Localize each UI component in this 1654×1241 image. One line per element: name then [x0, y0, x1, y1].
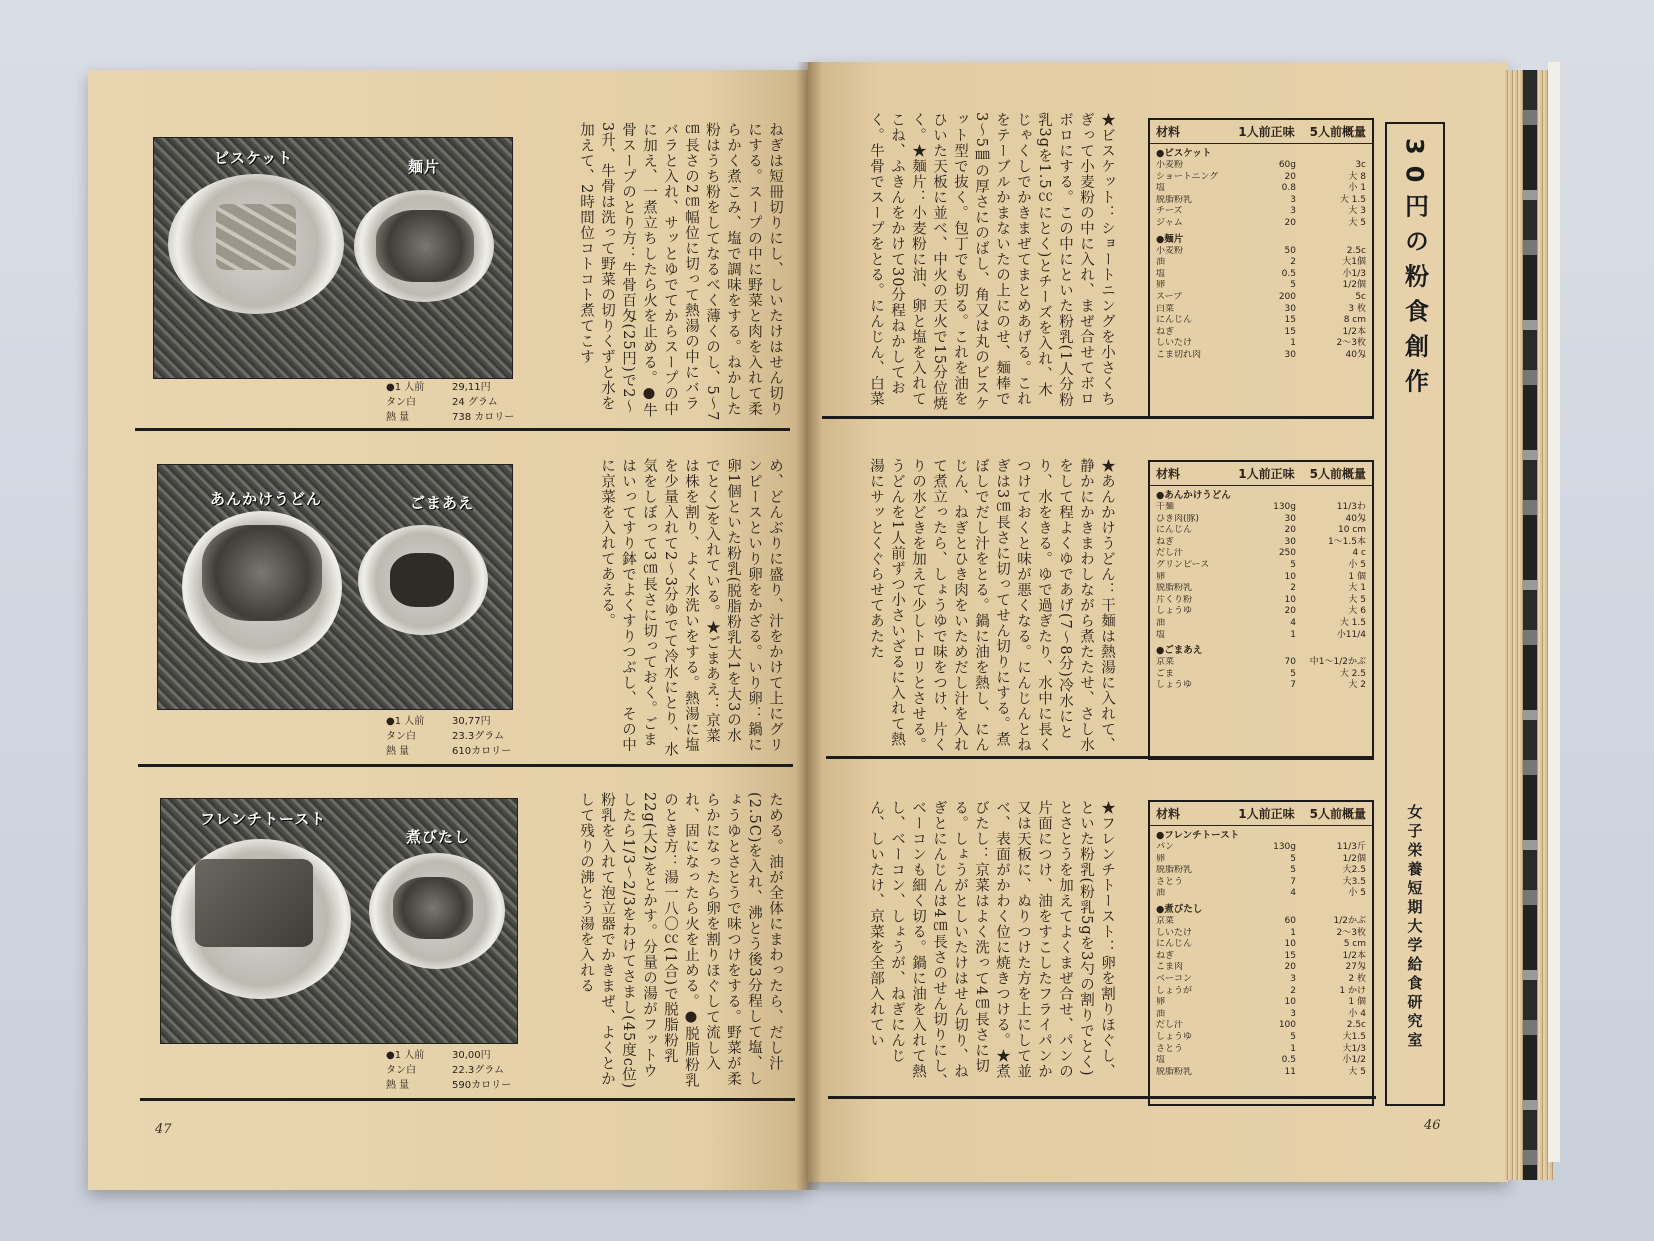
five-person-amount: 3 枚 [1348, 303, 1366, 314]
header-material: 材料 [1156, 125, 1181, 139]
ingredient-row [1150, 315, 1372, 327]
ingredient-row [1150, 160, 1372, 172]
five-person-amount: 大1/3 [1342, 1043, 1366, 1054]
five-person-amount: 大 2.5 [1339, 668, 1366, 679]
page-edges [1505, 70, 1553, 1180]
ingredient-name: ジャム [1156, 217, 1183, 228]
article-text: ★あんかけうどん：干麺は熱湯に入れて、静かにかきまわしながら煮たたせ、さし水をして程よくゆであげ(7～8分)冷水にとり、水をきる。ゆで過ぎたり、水中に長くつけておくと味が悪くなる。にんじんとねぎは3㎝長さに切ってせん切りにする。煮ぼしでだし汁をとる。鍋に油を熱し、にんじん、ねぎとひき肉をいためだし汁を入れて煮立ったら、しょうゆで味をつけ、片くりの水どきを加えて少しトロリとさせる。うどんを1人前ずつ小さいざるに入れて熱湯にサッとくぐらせてあたた [868, 458, 1115, 753]
ingredient-name: 塩 [1156, 1055, 1166, 1066]
photo-caption: ビスケット [214, 149, 294, 167]
five-person-amount: 小1/3 [1342, 268, 1366, 279]
per-person-amount: 2 [1290, 257, 1296, 268]
per-person-amount: 5 [1290, 559, 1296, 570]
per-person-amount: 0.8 [1281, 183, 1296, 194]
per-person-amount: 3 [1290, 206, 1296, 217]
per-person-amount: 20 [1284, 217, 1296, 228]
ingredient-name: 脱脂粉乳 [1156, 1066, 1193, 1077]
ingredient-row [1150, 292, 1372, 304]
per-person-amount: 3 [1290, 973, 1296, 984]
per-person-amount: 250 [1278, 548, 1296, 559]
stat-label: ●1 人前 [386, 1050, 425, 1061]
photo-caption: 麺片 [408, 158, 441, 176]
five-person-amount: 1/2本 [1342, 950, 1366, 961]
ingredient-row [1150, 246, 1372, 258]
ingredient-name: 干麺 [1156, 502, 1175, 512]
ingredient-row [1150, 630, 1372, 642]
ingredient-name: 油 [1156, 617, 1166, 628]
ingredient-row [1150, 269, 1372, 281]
ingredient-row [1150, 997, 1372, 1009]
ingredient-row [1150, 928, 1372, 940]
five-person-amount: 2.5c [1346, 1020, 1366, 1031]
per-person-amount: 130g [1273, 502, 1296, 512]
ingredient-name: こま切れ肉 [1156, 349, 1202, 360]
back-cover-edge [1548, 62, 1560, 1162]
five-person-amount: 大 5 [1348, 594, 1366, 605]
per-person-amount: 1 [1290, 1043, 1296, 1054]
ingredient-box [1148, 118, 1374, 418]
ingredient-group-title: ●麺片 [1156, 233, 1184, 245]
ingredient-name: 油 [1156, 888, 1166, 899]
five-person-amount: 2～3枚 [1336, 927, 1366, 938]
stat-value: 738 カロリー [452, 412, 515, 423]
ingredient-name: ショートニング [1156, 171, 1219, 182]
five-person-amount: 1 かけ [1339, 985, 1366, 996]
per-person-amount: 15 [1284, 315, 1296, 326]
five-person-amount: 4 c [1352, 548, 1366, 559]
per-person-amount: 7 [1290, 680, 1296, 691]
five-person-amount: 大 1 [1348, 583, 1366, 594]
stat-label: ●1 人前 [386, 382, 425, 393]
ingredient-row [1150, 916, 1372, 928]
ingredient-row [1150, 172, 1372, 184]
ingredient-row [1150, 514, 1372, 526]
page-number-right: 46 [1424, 1118, 1441, 1133]
ingredient-name: 卵 [1156, 571, 1166, 582]
ingredient-row [1150, 280, 1372, 292]
per-person-amount: 10 [1284, 594, 1296, 605]
ingredient-row [1150, 951, 1372, 963]
ingredient-name: 片くり粉 [1156, 594, 1193, 605]
per-person-amount: 3 [1290, 194, 1296, 205]
ingredient-row [1150, 962, 1372, 974]
stat-value: 610カロリー [452, 746, 512, 757]
five-person-amount: 1 個 [1348, 571, 1366, 582]
section-divider [828, 1096, 1376, 1099]
ingredient-row [1150, 595, 1372, 607]
goma-ae [390, 553, 454, 607]
ingredient-list [1150, 826, 1372, 1078]
ingredient-name: 卵 [1156, 997, 1166, 1008]
per-person-amount: 2 [1290, 985, 1296, 996]
ingredient-box [1148, 460, 1374, 760]
nibitashi [393, 877, 473, 939]
header-per-person: 1人前正味 [1238, 807, 1295, 821]
ingredient-name: しょうゆ [1156, 606, 1193, 617]
per-person-amount: 130g [1273, 842, 1296, 852]
per-person-amount: 1 [1290, 338, 1296, 349]
header-five-people: 5人前概量 [1309, 125, 1366, 139]
ingredient-name: さとう [1156, 876, 1184, 887]
ingredient-header [1150, 802, 1372, 826]
five-person-amount: 大3.5 [1342, 876, 1366, 887]
ingredient-header [1150, 462, 1372, 486]
ingredient-name: にんじん [1156, 939, 1193, 950]
ingredient-name: 卵 [1156, 853, 1166, 864]
per-person-amount: 30 [1284, 303, 1296, 314]
ingredient-name: にんじん [1156, 315, 1193, 326]
per-person-amount: 30 [1284, 536, 1296, 547]
ingredient-group-title: ●ごまあえ [1156, 645, 1203, 657]
per-person-amount: 4 [1290, 888, 1296, 899]
ingredient-row [1150, 327, 1372, 339]
ingredient-name: 油 [1156, 1008, 1166, 1019]
five-person-amount: 小1/2 [1342, 1055, 1366, 1066]
ingredient-row [1150, 572, 1372, 584]
per-person-amount: 1 [1290, 927, 1296, 938]
five-person-amount: 11/3斤 [1336, 842, 1366, 852]
header-per-person: 1人前正味 [1238, 125, 1295, 139]
nutrition-stats [386, 714, 511, 759]
ingredient-row [1150, 195, 1372, 207]
five-person-amount: 小 4 [1348, 1008, 1366, 1019]
ingredient-name: 小麦粉 [1156, 160, 1184, 170]
stat-label: タン白 [386, 397, 416, 408]
header-material: 材料 [1156, 807, 1181, 821]
article-text: め、どんぶりに盛り、汁をかけて上にグリンピースといり卵をかざる。いり卵：鍋に卵1個といた粉乳(脱脂粉乳大1を大3の水でとく)を入れている。★ごまあえ：京菜は株を割り、よく水洗いをする。熱湯に塩を少量入れて2～3分ゆでて冷水にとり、水気をしぼって3㎝長さに切っておく。ごまはいってすり鉢でよくすりつぶし、その中に京菜を入れてあえる。 [599, 458, 783, 758]
five-person-amount: 10 cm [1337, 525, 1366, 536]
ingredient-row [1150, 206, 1372, 218]
ingredient-name: こま肉 [1156, 962, 1184, 973]
five-person-amount: 小11/4 [1336, 629, 1366, 640]
ingredient-row [1150, 854, 1372, 866]
ingredient-row [1150, 183, 1372, 195]
ingredient-name: 油 [1156, 257, 1166, 268]
photo-caption: ごまあえ [410, 494, 475, 512]
ingredient-name: 京菜 [1156, 657, 1175, 668]
article-text: ★フレンチトースト：卵を割りほぐし、といた粉乳(粉乳5gを3勺の割りでとく)とさとうを加えてよくまぜ合せ、パンの片面につけ、油をすこしたフライパンか又は天板に、ぬりつけた方を上にして並べ、表面がかわく位に焼きつける。★煮びたし：京菜はよく洗って4㎝長さに切る。しょうがとしいたけはせん切り、ねぎとにんじんは4㎝長さのせん切りにし、ベーコンも細く切る。鍋に油を入れて熱し、ベーコン、しょうが、ねぎにんじん、しいたけ、京菜を全部入れてい [868, 800, 1115, 1090]
per-person-amount: 15 [1284, 326, 1296, 337]
photo-caption: 煮びたし [406, 828, 471, 846]
ingredient-name: ねぎ [1156, 326, 1175, 337]
stat-label: ●1 人前 [386, 716, 425, 727]
ingredient-name: だし汁 [1156, 1020, 1184, 1031]
five-person-amount: 5c [1355, 291, 1366, 302]
ingredient-name: 白菜 [1156, 303, 1175, 314]
ingredient-row [1150, 560, 1372, 572]
five-person-amount: 1 個 [1348, 997, 1366, 1008]
stat-label: タン白 [386, 1065, 416, 1076]
book-gutter [796, 62, 822, 1190]
stat-value: 22.3グラム [452, 1065, 505, 1076]
section-divider [822, 416, 1374, 419]
per-person-amount: 5 [1290, 280, 1296, 291]
five-person-amount: 27匁 [1345, 962, 1366, 973]
ingredient-name: 脱脂粉乳 [1156, 194, 1193, 205]
five-person-amount: 大 3 [1348, 206, 1366, 217]
per-person-amount: 100 [1278, 1020, 1296, 1031]
per-person-amount: 5 [1290, 1031, 1296, 1042]
ingredient-name: ごま [1156, 668, 1175, 679]
stat-value: 23.3グラム [452, 731, 505, 742]
five-person-amount: 1/2本 [1342, 326, 1366, 337]
ingredient-name: しょうゆ [1156, 680, 1193, 691]
stat-value: 30,77円 [452, 716, 491, 727]
five-person-amount: 5 cm [1343, 939, 1366, 950]
ingredient-row [1150, 350, 1372, 362]
five-person-amount: 1/2かぶ [1333, 915, 1366, 926]
per-person-amount: 5 [1290, 853, 1296, 864]
per-person-amount: 30 [1284, 349, 1296, 360]
ingredient-row [1150, 257, 1372, 269]
per-person-amount: 60 [1284, 915, 1296, 926]
page-number-left: 47 [155, 1122, 172, 1137]
per-person-amount: 20 [1284, 962, 1296, 973]
per-person-amount: 60g [1278, 160, 1296, 170]
ingredient-row [1150, 1032, 1372, 1044]
five-person-amount: 大1個 [1342, 257, 1366, 268]
per-person-amount: 0.5 [1281, 268, 1296, 279]
five-person-amount: 1/2個 [1342, 853, 1366, 864]
five-person-amount: 2.5c [1346, 245, 1366, 256]
article-title: 30円の粉食創作 [1400, 138, 1429, 404]
photo-caption: あんかけうどん [210, 490, 323, 508]
ingredient-name: 卵 [1156, 280, 1166, 291]
ingredient-row [1150, 939, 1372, 951]
article-text: ★ビスケット：ショートニングを小さくちぎって小麦粉の中に入れ、まぜ合せてボロボロにする。この中にといた粉乳(1人分粉乳3gを1.5㏄にとく)とチーズを入れ、木じゃくしでかきまぜてまとめあげる。これをテーブルかまないたの上にのせ、麺棒で3～5㎜の厚さにのばし、角又は丸のビスケット型で抜く。包丁でも切る。これを油をひいた天板に並べ、中火の天火で15分位焼く。★麺片：小麦粉に油、卵と塩を入れてこね、ふきんをかけて30分程ねかしておく。牛骨でスープをとる。にんじん、白菜 [868, 112, 1115, 412]
ingredient-name: さとう [1156, 1043, 1184, 1054]
per-person-amount: 11 [1284, 1066, 1296, 1077]
noodle-soup [376, 210, 474, 282]
ingredient-row [1150, 1044, 1372, 1056]
ingredient-group-title: ●ビスケット [1156, 148, 1212, 159]
udon [202, 525, 322, 621]
ingredient-name: 小麦粉 [1156, 245, 1184, 256]
article-author: 女子栄養短期大学給食研究室 [1405, 804, 1424, 1051]
ingredient-row [1150, 680, 1372, 692]
ingredient-row [1150, 583, 1372, 595]
five-person-amount: 小 5 [1348, 559, 1366, 570]
nutrition-stats [386, 1048, 511, 1093]
ingredient-row [1150, 657, 1372, 669]
stat-label: 熱 量 [386, 746, 410, 757]
section-divider [138, 764, 793, 767]
ingredient-row [1150, 525, 1372, 537]
per-person-amount: 10 [1284, 571, 1296, 582]
per-person-amount: 5 [1290, 865, 1296, 876]
header-per-person: 1人前正味 [1238, 467, 1295, 481]
ingredient-row [1150, 304, 1372, 316]
ingredient-row [1150, 888, 1372, 900]
five-person-amount: 中1～1/2かぶ [1309, 657, 1366, 668]
biscuits [216, 204, 296, 270]
stat-value: 24 グラム [452, 397, 498, 408]
ingredient-name: 塩 [1156, 629, 1166, 640]
ingredient-row [1150, 974, 1372, 986]
ingredient-name: にんじん [1156, 525, 1193, 536]
per-person-amount: 0.5 [1281, 1055, 1296, 1066]
ingredient-row [1150, 537, 1372, 549]
five-person-amount: 小 5 [1348, 888, 1366, 899]
title-box [1385, 122, 1445, 1106]
ingredient-name: ねぎ [1156, 536, 1175, 547]
ingredient-row [1150, 986, 1372, 998]
ingredient-list [1150, 486, 1372, 692]
ingredient-row [1150, 1020, 1372, 1032]
stat-label: 熱 量 [386, 412, 410, 423]
five-person-amount: 大 8 [1348, 171, 1366, 182]
ingredient-name: しいたけ [1156, 927, 1193, 938]
ingredient-box [1148, 800, 1374, 1106]
ingredient-group-title: ●あんかけうどん [1156, 490, 1231, 501]
five-person-amount: 3c [1355, 160, 1366, 170]
ingredient-row [1150, 842, 1372, 854]
ingredient-name: 塩 [1156, 183, 1166, 194]
five-person-amount: 2～3枚 [1336, 338, 1366, 349]
per-person-amount: 15 [1284, 950, 1296, 961]
five-person-amount: 大 1.5 [1339, 194, 1366, 205]
five-person-amount: 40匁 [1345, 349, 1366, 360]
ingredient-name: 脱脂粉乳 [1156, 865, 1193, 876]
ingredient-name: 脱脂粉乳 [1156, 583, 1193, 594]
ingredient-name: だし汁 [1156, 548, 1184, 559]
per-person-amount: 50 [1284, 245, 1296, 256]
ingredient-row [1150, 606, 1372, 618]
photo-caption: フレンチトースト [200, 810, 327, 828]
ingredient-group-title: ●フレンチトースト [1156, 830, 1240, 841]
per-person-amount: 2 [1290, 583, 1296, 594]
article-text: ためる。油が全体にまわったら、だし汁(2.5C)を入れ、沸とう後3分程して塩、しょうゆとさとうで味つけをする。野菜が柔らかになったら卵を割りほぐして流し入れ、固になったら火を止める。●脱脂粉乳のとき方：湯一八〇㏄(1合)で脱脂粉乳22g(大2)をとかす。分量の湯がフットウしたら1/3～2/3をわけてさまし(45度c位)粉乳を入れて泡立器でかきまぜ、よくとかして残りの沸とう湯を入れる [578, 792, 783, 1090]
ingredient-row [1150, 502, 1372, 514]
per-person-amount: 30 [1284, 513, 1296, 524]
five-person-amount: 2 枚 [1348, 973, 1366, 984]
ingredient-row [1150, 669, 1372, 681]
article-text: ねぎは短冊切りにし、しいたけはせん切りにする。スープの中に野菜と肉を入れて柔らかく煮こみ、塩で調味をする。ねかした粉はうち粉をしてなるべく薄くのし、5～7㎝長さの2㎝幅位に切って熱湯の中にバラバラと入れ、サッとゆでてからスープの中に加え、一煮立ちしたら火を止める。●牛骨スープのとり方：牛骨百匁(25円)で2～3升、牛骨は洗って野菜の切りくずと水を加えて、2時間位コトコト煮てこす [578, 122, 783, 422]
ingredient-row [1150, 1067, 1372, 1079]
ingredient-list [1150, 144, 1372, 362]
five-person-amount: 40匁 [1345, 513, 1366, 524]
ingredient-name: しいたけ [1156, 338, 1193, 349]
ingredient-name: グリンピース [1156, 559, 1210, 570]
five-person-amount: 大 5 [1348, 1066, 1366, 1077]
per-person-amount: 20 [1284, 606, 1296, 617]
cover-spine [1523, 70, 1537, 1180]
section-divider [135, 428, 790, 431]
five-person-amount: 8 cm [1343, 315, 1366, 326]
photo-biscuit [153, 137, 513, 379]
per-person-amount: 4 [1290, 617, 1296, 628]
five-person-amount: 大2.5 [1342, 865, 1366, 876]
ingredient-name: スープ [1156, 291, 1183, 302]
ingredient-group-title: ●煮びたし [1156, 903, 1203, 915]
per-person-amount: 7 [1290, 876, 1296, 887]
five-person-amount: 大1.5 [1342, 1031, 1366, 1042]
per-person-amount: 3 [1290, 1008, 1296, 1019]
ingredient-name: ねぎ [1156, 950, 1175, 961]
header-five-people: 5人前概量 [1309, 467, 1366, 481]
five-person-amount: 1/2個 [1342, 280, 1366, 291]
ingredient-row [1150, 618, 1372, 630]
ingredient-name: しょうが [1156, 985, 1193, 996]
five-person-amount: 11/3わ [1336, 502, 1366, 512]
five-person-amount: 大 6 [1348, 606, 1366, 617]
per-person-amount: 10 [1284, 939, 1296, 950]
french-toast [195, 859, 313, 947]
ingredient-header [1150, 120, 1372, 144]
per-person-amount: 20 [1284, 525, 1296, 536]
stat-label: 熱 量 [386, 1080, 410, 1091]
ingredient-name: 京菜 [1156, 915, 1175, 926]
per-person-amount: 1 [1290, 629, 1296, 640]
ingredient-name: パン [1156, 842, 1175, 852]
ingredient-row [1150, 865, 1372, 877]
ingredient-name: ベーコン [1156, 973, 1193, 984]
ingredient-row [1150, 218, 1372, 230]
section-divider [826, 756, 1374, 759]
per-person-amount: 20 [1284, 171, 1296, 182]
ingredient-row [1150, 1055, 1372, 1067]
stat-value: 590カロリー [452, 1080, 512, 1091]
per-person-amount: 70 [1284, 657, 1296, 668]
section-divider [140, 1098, 795, 1101]
ingredient-row [1150, 1009, 1372, 1021]
header-material: 材料 [1156, 467, 1181, 481]
ingredient-name: しょうゆ [1156, 1031, 1193, 1042]
stat-value: 29,11円 [452, 382, 491, 393]
ingredient-row [1150, 338, 1372, 350]
header-five-people: 5人前概量 [1309, 807, 1366, 821]
five-person-amount: 大 2 [1348, 680, 1366, 691]
ingredient-row [1150, 877, 1372, 889]
per-person-amount: 200 [1278, 291, 1296, 302]
five-person-amount: 大 1.5 [1339, 617, 1366, 628]
ingredient-name: 塩 [1156, 268, 1166, 279]
nutrition-stats [386, 380, 514, 425]
five-person-amount: 小 1 [1348, 183, 1366, 194]
five-person-amount: 大 5 [1348, 217, 1366, 228]
stat-value: 30,00円 [452, 1050, 491, 1061]
ingredient-name: ひき肉(豚) [1156, 513, 1200, 524]
per-person-amount: 5 [1290, 668, 1296, 679]
ingredient-name: チーズ [1156, 206, 1183, 217]
ingredient-row [1150, 548, 1372, 560]
per-person-amount: 10 [1284, 997, 1296, 1008]
stat-label: タン白 [386, 731, 416, 742]
five-person-amount: 1～1.5本 [1327, 536, 1366, 547]
